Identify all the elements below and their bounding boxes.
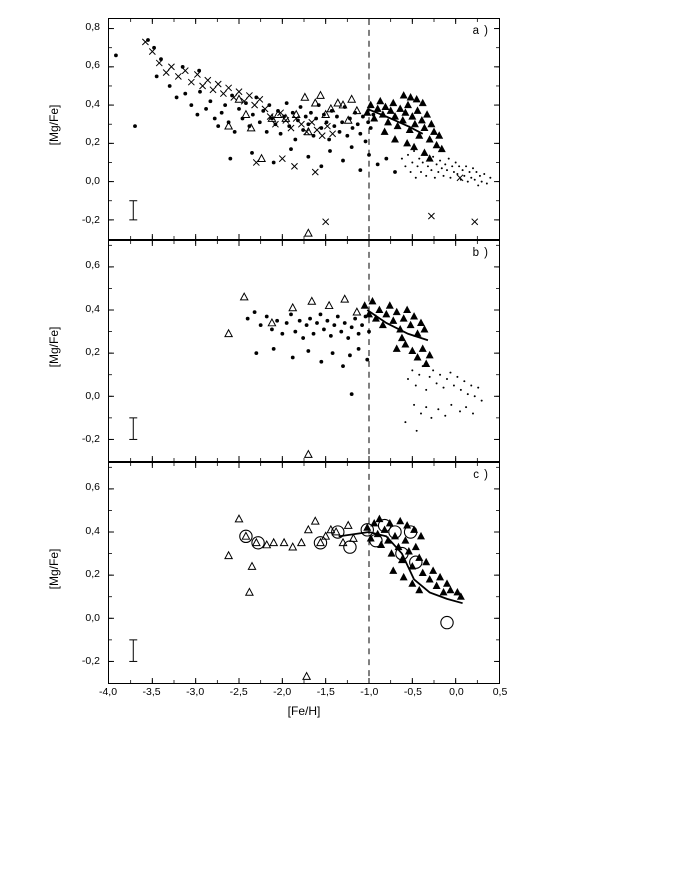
x-tick-label: -1,0	[360, 686, 379, 698]
y-tick-label: 0,6	[85, 481, 100, 494]
x-tick-label: -3,5	[142, 686, 161, 698]
y-tick-label: 0,2	[85, 346, 100, 359]
panel-b-plot	[109, 241, 499, 461]
y-tick-label: 0,4	[85, 302, 100, 315]
x-tick-label: -0,5	[403, 686, 422, 698]
panel-b	[108, 240, 500, 462]
y-tick-label: -0,2	[81, 433, 100, 446]
y-tick-label: -0,2	[81, 655, 100, 668]
y-axis-label-b: [Mg/Fe]	[47, 326, 61, 368]
y-tick-label: 0,0	[85, 611, 100, 624]
y-tick-label: 0,4	[85, 524, 100, 537]
panel-c-label: c )	[473, 469, 489, 481]
x-tick-label: 0,0	[449, 686, 464, 698]
panel-a-plot	[109, 19, 499, 239]
x-axis-label: [Fe/H]	[287, 704, 321, 718]
panel-c-plot	[109, 463, 499, 683]
y-tick-label: 0,6	[85, 259, 100, 272]
x-tick-label: 0,5	[492, 686, 508, 698]
x-tick-label: -2,0	[273, 686, 292, 698]
x-tick-label: -2,5	[229, 686, 248, 698]
y-tick-label: 0,6	[85, 59, 100, 72]
y-tick-label: -0,2	[81, 213, 100, 226]
y-tick-label: 0,0	[85, 389, 100, 402]
panel-c	[108, 462, 500, 684]
x-tick-label: -4,0	[98, 686, 118, 698]
y-tick-label: 0,2	[85, 136, 100, 149]
y-tick-label: 0,0	[85, 175, 100, 188]
panel-a-label: a )	[472, 25, 489, 37]
y-tick-label: 0,8	[85, 20, 100, 33]
panel-a	[108, 18, 500, 240]
x-tick-label: -1,5	[316, 686, 335, 698]
x-tick-label: -3,0	[186, 686, 205, 698]
y-tick-label: 0,4	[85, 97, 100, 110]
y-axis-label-c: [Mg/Fe]	[47, 548, 61, 590]
y-tick-label: 0,2	[85, 568, 100, 581]
panel-b-label: b )	[472, 247, 489, 259]
y-axis-label-a: [Mg/Fe]	[47, 104, 61, 146]
